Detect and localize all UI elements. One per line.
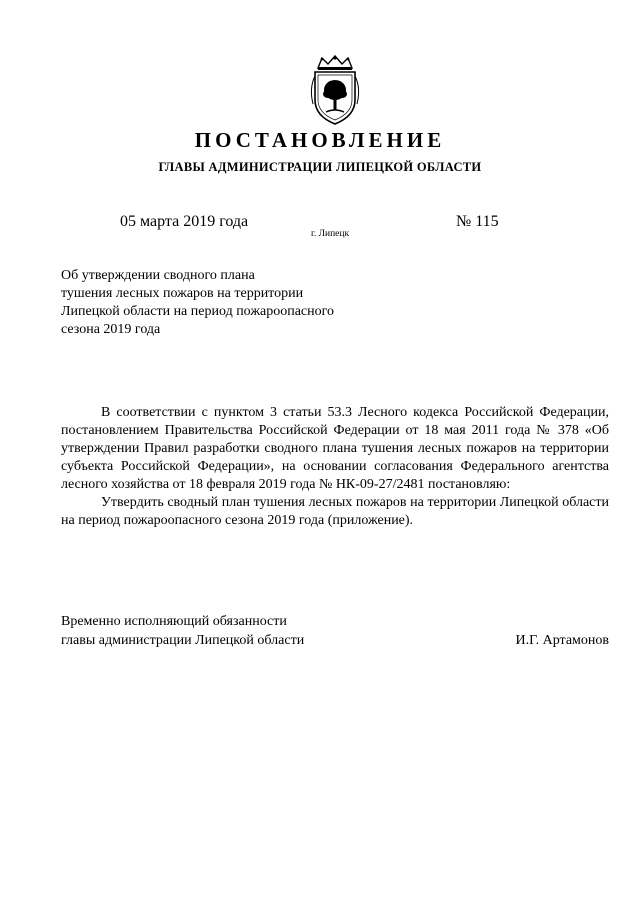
document-subtitle: ГЛАВЫ АДМИНИСТРАЦИИ ЛИПЕЦКОЙ ОБЛАСТИ [158,160,482,174]
coat-of-arms-icon [306,54,364,126]
document-city: г. Липецк [311,229,350,239]
signatory-name: И.Г. Артамонов [515,633,609,648]
body-paragraph: В соответствии с пунктом 3 статьи 53.3 Лесного кодекса Российской Федерации, постановлением Правительства Российской Федерации от 18 мая 2011 года № 378 «Об утверждении Правил разработки сводного плана тушения лесных пожаров на территории субъекта Российской Федерации», на основании согласования Федерального агентства лесного хозяйства от 18 февраля 2019 года № НК-09-27/2481 постановляю: [61,405,609,492]
document-date: 05 марта 2019 года [120,213,249,230]
document-subject [61,267,391,339]
signatory-position: главы администрации Липецкой области [61,633,305,648]
signature-block [61,612,609,650]
subject-line: тушения лесных пожаров на территории [61,286,304,301]
document-title: ПОСТАНОВЛЕНИЕ [194,128,446,152]
document-number: № 115 [456,213,499,230]
signatory-position: Временно исполняющий обязанности [61,614,287,629]
subject-line: Об утверждении сводного плана [61,268,255,283]
subject-line: сезона 2019 года [61,322,161,337]
subject-line: Липецкой области на период пожароопасного [61,304,335,319]
body-paragraph: Утвердить сводный план тушения лесных пожаров на территории Липецкой области на период пожароопасного сезона 2019 года (приложение). [61,495,609,528]
document-body [61,404,609,530]
